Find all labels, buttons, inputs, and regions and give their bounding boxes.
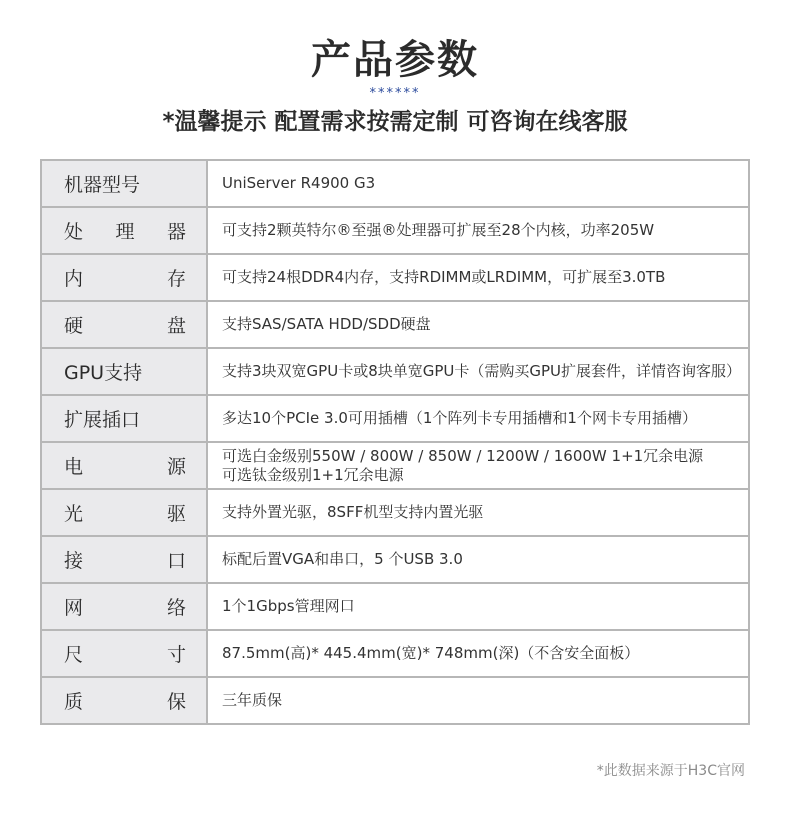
- spec-row: [41, 207, 749, 254]
- spec-label-text: 存: [166, 268, 186, 290]
- spec-label-text: 质: [64, 691, 84, 713]
- spec-value-cell: [207, 207, 749, 254]
- spec-label-text: 内: [64, 268, 84, 290]
- spec-value-cell: [207, 442, 749, 489]
- spec-label-text: 理: [115, 221, 135, 243]
- spec-label: [64, 170, 186, 197]
- spec-label-text: 接: [64, 550, 84, 572]
- decorative-stars: ******: [369, 86, 421, 101]
- spec-label-text: 机器型号: [64, 174, 141, 196]
- spec-row: [41, 677, 749, 724]
- spec-label-cell: [41, 583, 207, 630]
- spec-label: [64, 499, 186, 526]
- spec-label: [64, 358, 186, 385]
- spec-label-cell: [41, 348, 207, 395]
- spec-value-text: 可选钛金级别1+1冗余电源: [222, 465, 404, 484]
- spec-value-cell: [207, 630, 749, 677]
- spec-label-cell: [41, 677, 207, 724]
- spec-table-body: [41, 160, 749, 724]
- spec-label: [64, 311, 186, 338]
- spec-value-cell: [207, 395, 749, 442]
- page-title: 产品参数: [311, 37, 479, 83]
- spec-value-text: 多达10个PCIe 3.0可用插槽（1个阵列卡专用插槽和1个网卡专用插槽）: [222, 409, 697, 427]
- spec-label: [64, 687, 186, 714]
- spec-label-text: 盘: [166, 315, 186, 337]
- spec-value-cell: [207, 254, 749, 301]
- spec-row: [41, 348, 749, 395]
- spec-label-text: 硬: [64, 315, 84, 337]
- spec-label-text: 尺: [64, 644, 84, 666]
- spec-label: [64, 217, 186, 244]
- spec-value-text: 可支持24根DDR4内存，支持RDIMM或LRDIMM，可扩展至3.0TB: [222, 268, 666, 286]
- spec-value-cell: [207, 583, 749, 630]
- spec-label: [64, 546, 186, 573]
- spec-label-text: 保: [166, 691, 186, 713]
- spec-value-text: UniServer R4900 G3: [222, 174, 376, 192]
- spec-label-cell: [41, 536, 207, 583]
- spec-value-cell: [207, 489, 749, 536]
- spec-value-text: 标配后置VGA和串口，5 个USB 3.0: [222, 550, 463, 568]
- spec-value-text: 1个1Gbps管理网口: [222, 597, 355, 615]
- spec-value-text: 可选白金级别550W / 800W / 850W / 1200W / 1600W 1+1冗余电源: [222, 446, 704, 465]
- spec-label-cell: [41, 489, 207, 536]
- spec-label: [64, 452, 186, 479]
- spec-label-cell: [41, 442, 207, 489]
- spec-value-cell: [207, 536, 749, 583]
- spec-label-text: 源: [166, 456, 186, 478]
- spec-label-cell: [41, 160, 207, 207]
- spec-value-text: 可支持2颗英特尔®至强®处理器可扩展至28个内核，功率205W: [222, 221, 655, 239]
- spec-value-text: 三年质保: [222, 691, 283, 709]
- spec-value-text: 支持外置光驱，8SFF机型支持内置光驱: [222, 503, 484, 521]
- spec-label-text: 口: [166, 550, 186, 572]
- spec-row: [41, 489, 749, 536]
- spec-label-text: 络: [166, 597, 186, 619]
- spec-row: [41, 254, 749, 301]
- spec-value-cell: [207, 677, 749, 724]
- spec-table: [40, 159, 750, 725]
- spec-label-text: 处: [64, 221, 84, 243]
- spec-row: [41, 536, 749, 583]
- spec-label-cell: [41, 395, 207, 442]
- spec-value-text: 支持SAS/SATA HDD/SDD硬盘: [222, 315, 431, 333]
- spec-label: [64, 264, 186, 291]
- spec-row: [41, 395, 749, 442]
- source-footnote: *此数据来源于H3C官网: [596, 763, 745, 779]
- spec-label-cell: [41, 301, 207, 348]
- spec-label-cell: [41, 254, 207, 301]
- spec-label-text: 器: [166, 221, 186, 243]
- spec-label-text: GPU支持: [64, 362, 143, 384]
- spec-label-text: 寸: [166, 644, 186, 666]
- spec-label-cell: [41, 207, 207, 254]
- spec-value-cell: [207, 160, 749, 207]
- spec-row: [41, 442, 749, 489]
- spec-label-text: 驱: [166, 503, 186, 525]
- spec-row: [41, 630, 749, 677]
- spec-label-text: 电: [64, 456, 84, 478]
- spec-label-text: 扩展插口: [64, 409, 141, 431]
- spec-row: [41, 583, 749, 630]
- spec-label: [64, 593, 186, 620]
- spec-value-text: 支持3块双宽GPU卡或8块单宽GPU卡（需购买GPU扩展套件，详情咨询客服）: [222, 362, 742, 380]
- spec-value-text: 87.5mm(高)* 445.4mm(宽)* 748mm(深)（不含安全面板）: [222, 644, 640, 662]
- spec-row: [41, 301, 749, 348]
- spec-value-cell: [207, 301, 749, 348]
- spec-label: [64, 405, 186, 432]
- spec-label-text: 光: [64, 503, 84, 525]
- page-subtitle: *温馨提示 配置需求按需定制 可咨询在线客服: [162, 109, 628, 135]
- spec-row: [41, 160, 749, 207]
- spec-label: [64, 640, 186, 667]
- spec-label-cell: [41, 630, 207, 677]
- spec-label-text: 网: [64, 597, 84, 619]
- spec-value-cell: [207, 348, 749, 395]
